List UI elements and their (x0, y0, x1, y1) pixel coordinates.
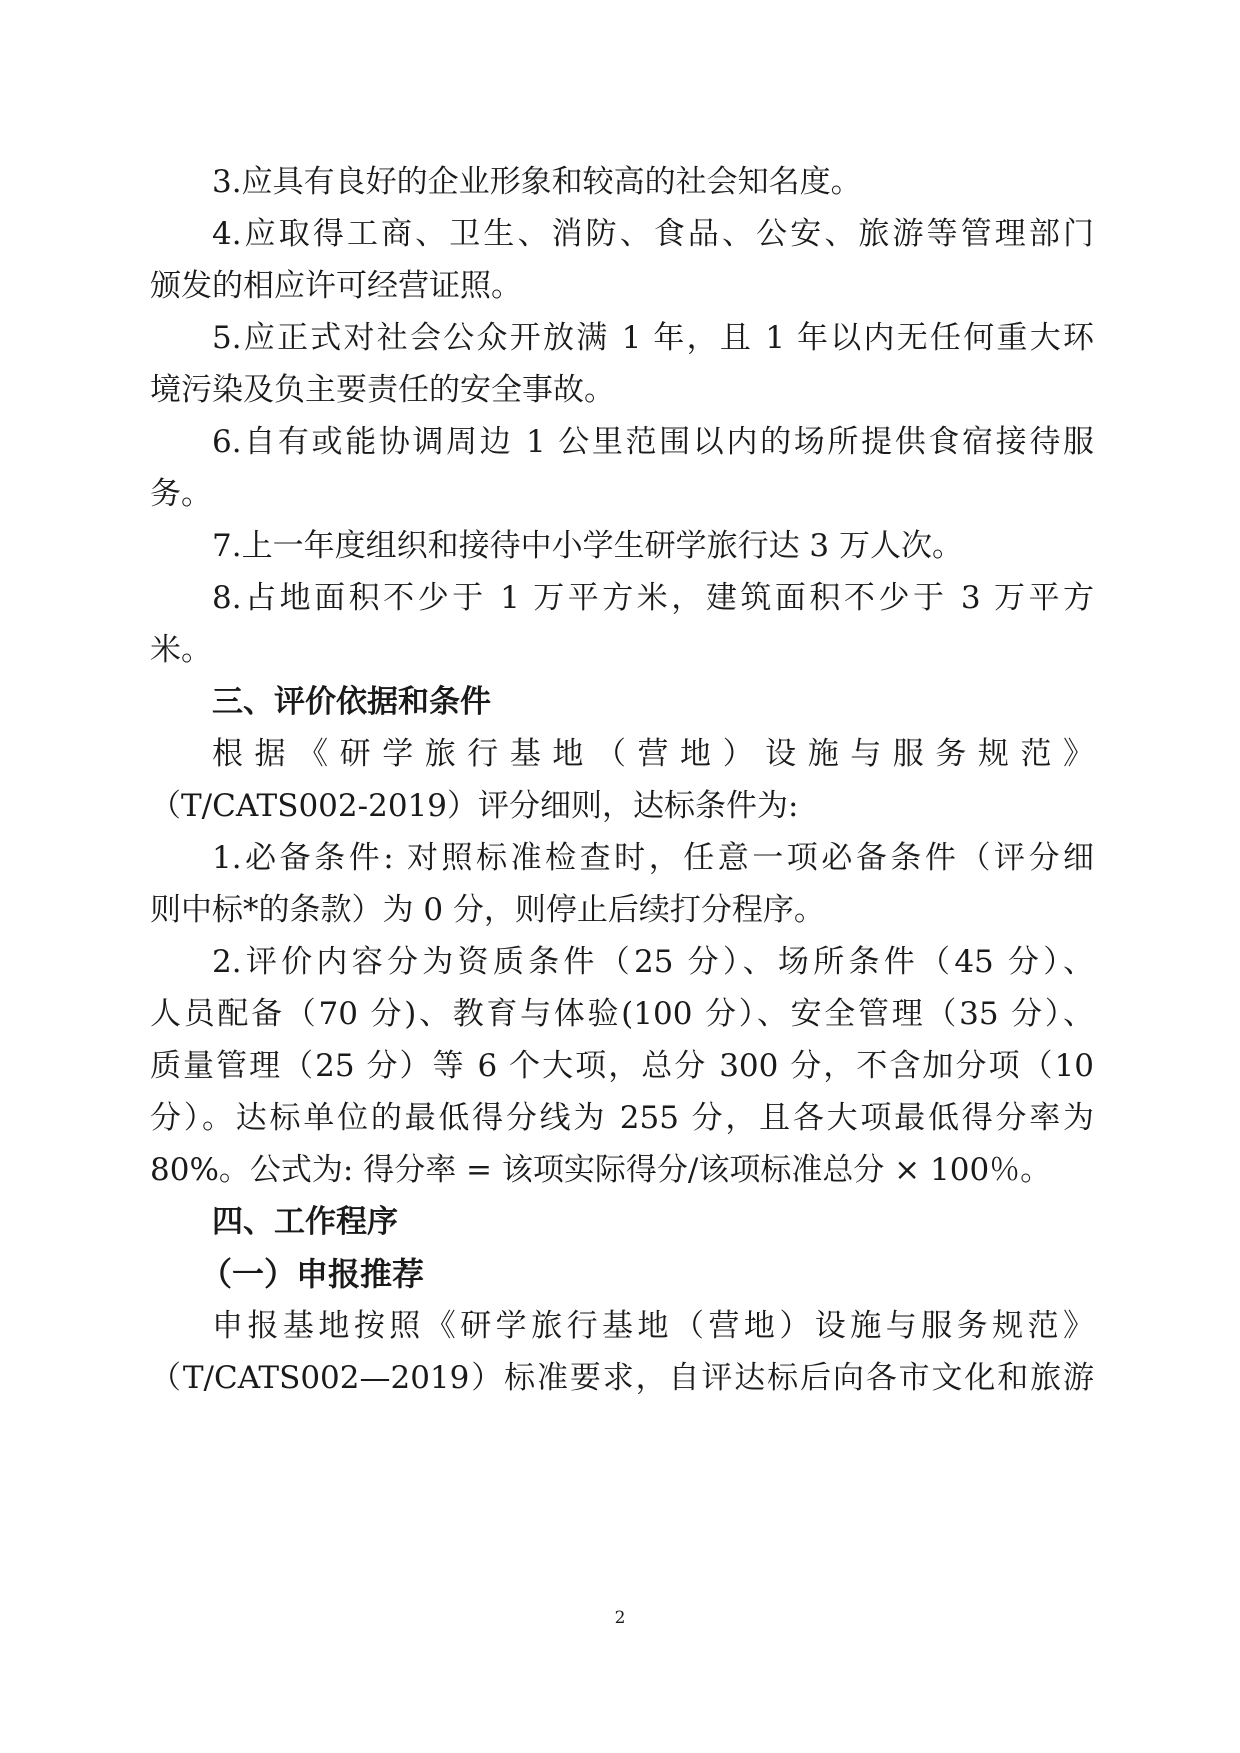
text-line: 根据《研学旅行基地（营地）设施与服务规范》 (212, 736, 1094, 772)
text-line: 7.上一年度组织和接待中小学生研学旅行达 3 万人次。 (212, 528, 964, 564)
text-line: 颁发的相应许可经营证照。 (150, 268, 522, 304)
text-line: 80%。公式为: 得分率 = 该项实际得分/该项标准总分 × 100％。 (150, 1152, 1052, 1188)
text-line: 分）。达标单位的最低得分线为 255 分，且各大项最低得分率为 (150, 1100, 1094, 1136)
text-line: 3.应具有良好的企业形象和较高的社会知名度。 (212, 164, 862, 200)
text-line: （T/CATS002—2019）标准要求，自评达标后向各市文化和旅游 (150, 1360, 1094, 1396)
section-heading-4 (0, 1193, 1240, 1251)
paragraph-item-8-cont (0, 621, 1240, 679)
heading-text: （一）申报推荐 (200, 1255, 425, 1293)
paragraph-item-3 (0, 153, 1240, 211)
page-number: 2 (614, 1608, 626, 1628)
text-line: 2.评价内容分为资质条件（25 分）、场所条件（45 分）、 (212, 944, 1094, 980)
text-line: 申报基地按照《研学旅行基地（营地）设施与服务规范》 (212, 1308, 1094, 1344)
text-line: 则中标*的条款）为 0 分，则停止后续打分程序。 (150, 892, 825, 928)
paragraph-item-5 (0, 309, 1240, 367)
paragraph-condition-2 (0, 933, 1240, 991)
text-line: 1.必备条件: 对照标准检查时，任意一项必备条件（评分细 (212, 840, 1094, 876)
paragraph-item-4-cont (0, 257, 1240, 315)
heading-text: 三、评价依据和条件 (212, 684, 491, 720)
paragraph-condition-1 (0, 829, 1240, 887)
paragraph-condition-2-cont (0, 1089, 1240, 1147)
paragraph-item-4 (0, 205, 1240, 263)
text-line: （T/CATS002-2019）评分细则，达标条件为: (150, 788, 799, 824)
section-heading-3 (0, 673, 1240, 731)
text-line: 米。 (150, 632, 212, 668)
heading-text: 四、工作程序 (212, 1204, 398, 1240)
paragraph-condition-1-cont (0, 881, 1240, 939)
paragraph-application (0, 1297, 1240, 1355)
paragraph-condition-2-cont (0, 1141, 1240, 1199)
text-line: 务。 (150, 476, 212, 512)
text-line: 4.应取得工商、卫生、消防、食品、公安、旅游等管理部门 (212, 216, 1094, 252)
text-line: 境污染及负主要责任的安全事故。 (150, 372, 615, 408)
text-line: 质量管理（25 分）等 6 个大项，总分 300 分，不含加分项（10 (150, 1048, 1094, 1084)
paragraph-condition-2-cont (0, 1037, 1240, 1095)
text-line: 5.应正式对社会公众开放满 1 年，且 1 年以内无任何重大环 (212, 320, 1094, 356)
paragraph-item-7 (0, 517, 1240, 575)
text-line: 6.自有或能协调周边 1 公里范围以内的场所提供食宿接待服 (212, 424, 1094, 460)
text-line: 8.占地面积不少于 1 万平方米，建筑面积不少于 3 万平方 (212, 580, 1094, 616)
paragraph-item-6-cont (0, 465, 1240, 523)
paragraph-basis-cont (0, 777, 1240, 835)
subsection-heading-1 (0, 1245, 1240, 1303)
text-line: 人员配备（70 分)、教育与体验(100 分）、安全管理（35 分）、 (150, 996, 1094, 1032)
paragraph-item-5-cont (0, 361, 1240, 419)
paragraph-application-cont (0, 1349, 1240, 1407)
paragraph-item-8 (0, 569, 1240, 627)
paragraph-item-6 (0, 413, 1240, 471)
paragraph-basis (0, 725, 1240, 783)
paragraph-condition-2-cont (0, 985, 1240, 1043)
